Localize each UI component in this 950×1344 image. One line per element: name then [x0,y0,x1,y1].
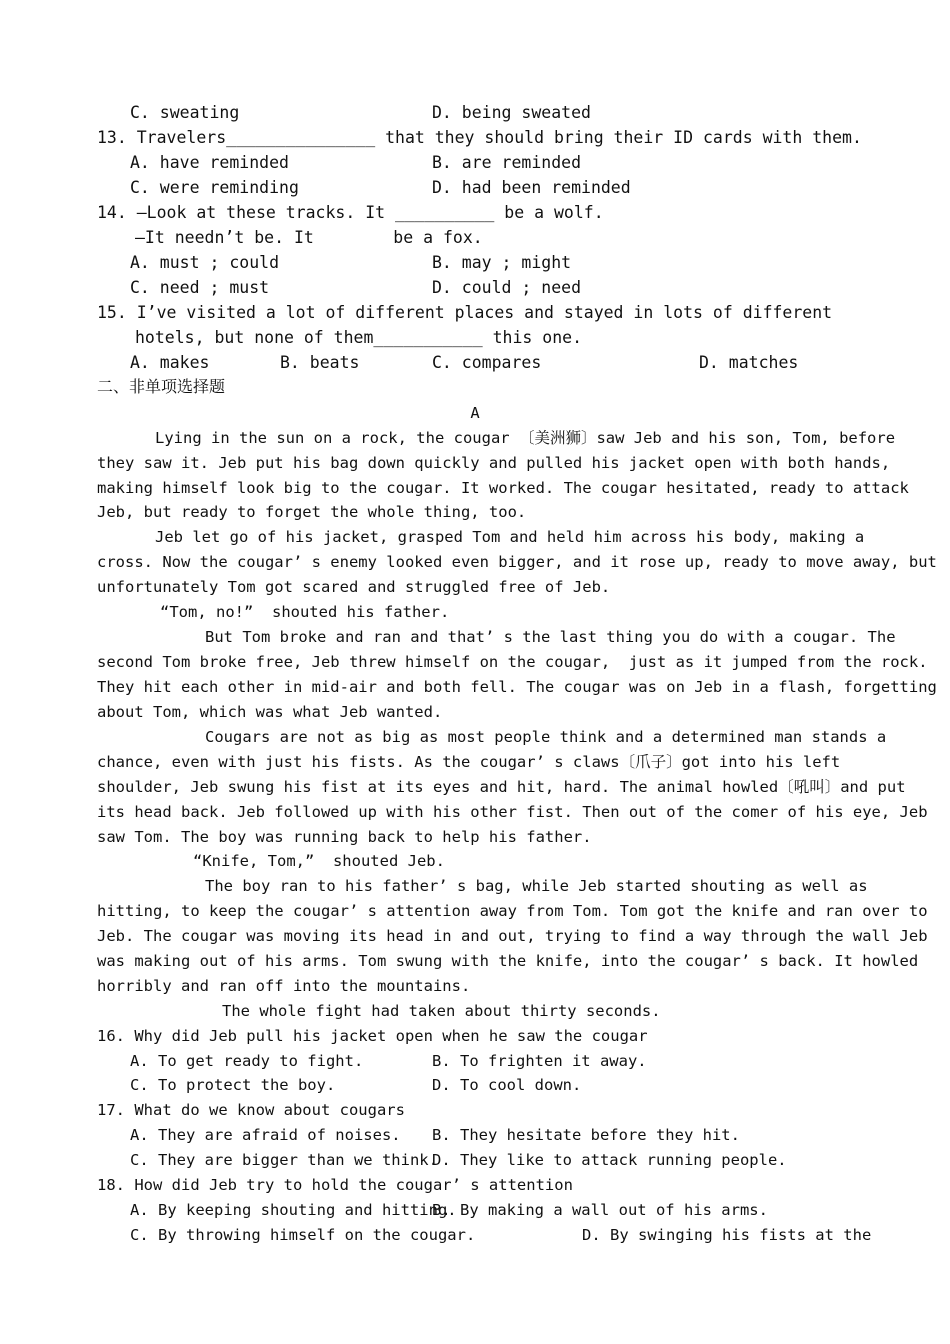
passage-line: its head back. Jeb followed up with his other fist. Then out of the comer of his eye, Jeb [97,803,928,821]
q13-stem: 13. Travelers_______________ that they should bring their ID cards with them. [97,128,862,147]
q15-stem-line-2: hotels, but none of them___________ this one. [135,328,583,347]
q12-option-d: D. being sweated [432,103,591,122]
q14-stem-line-1: 14. —Look at these tracks. It __________ be a wolf. [97,203,604,222]
passage-line: Lying in the sun on a rock, the cougar 〔美洲狮〕saw Jeb and his son, Tom, before [155,429,896,447]
q18-stem: 18. How did Jeb try to hold the cougar’ s attention [97,1176,573,1194]
q15-stem-line-1: 15. I’ve visited a lot of different places and stayed in lots of different [97,303,833,322]
q14-option-c: C. need ; must [130,278,270,297]
passage-line: Jeb, but ready to forget the whole thing, too. [97,503,527,521]
passage-line: Jeb. The cougar was moving its head in and out, trying to find a way through the wall Jeb [97,927,928,945]
passage-line: about Tom, which was what Jeb wanted. [97,703,443,721]
q14-stem-line-2: —It needn’t be. It be a fox. [135,228,483,247]
q15-option-b: B. beats [280,353,360,372]
section-heading: 二、非单项选择题 [97,377,226,396]
q17-option-a: A. They are afraid of noises. [130,1126,401,1144]
passage-line: hitting, to keep the cougar’ s attention away from Tom. Tom got the knife and ran over to [97,902,928,920]
q16-stem: 16. Why did Jeb pull his jacket open when he saw the cougar [97,1027,648,1045]
q16-option-b: B. To frighten it away. [432,1052,647,1070]
passage-line: But Tom broke and ran and that’ s the last thing you do with a cougar. The [205,628,896,646]
passage-line: unfortunately Tom got scared and struggled free of Jeb. [97,578,611,596]
q14-option-a: A. must ; could [130,253,280,272]
passage-line: They hit each other in mid-air and both fell. The cougar was on Jeb in a flash, forgetting [97,678,937,696]
passage-line: was making out of his arms. Tom swung with the knife, into the cougar’ s back. It howled [97,952,919,970]
passage-label: A [470,404,480,422]
q18-option-d: D. By swinging his fists at the [582,1226,872,1244]
passage-line: cross. Now the cougar’ s enemy looked even bigger, and it rose up, ready to move away, but [97,553,937,571]
q12-option-c: C. sweating [130,103,240,122]
passage-line: they saw it. Jeb put his bag down quickly and pulled his jacket open with both hands, [97,454,891,472]
passage-line: making himself look big to the cougar. It worked. The cougar hesitated, ready to attack [97,479,909,497]
q15-option-a: A. makes [130,353,210,372]
passage-line: “Tom, no!” shouted his father. [160,603,450,621]
q18-option-c: C. By throwing himself on the cougar. [130,1226,476,1244]
passage-line: “Knife, Tom,” shouted Jeb. [193,852,445,870]
passage-line: shoulder, Jeb swung his fist at its eyes and hit, hard. The animal howled〔吼叫〕and put [97,778,906,796]
q13-option-c: C. were reminding [130,178,299,197]
q17-option-b: B. They hesitate before they hit. [432,1126,740,1144]
passage-line: The boy ran to his father’ s bag, while Jeb started shouting as well as [205,877,868,895]
passage-line: chance, even with just his fists. As the cougar’ s claws〔爪子〕got into his left [97,753,841,771]
q16-option-d: D. To cool down. [432,1076,582,1094]
q17-stem: 17. What do we know about cougars [97,1101,405,1119]
q14-option-d: D. could ; need [432,278,582,297]
q13-option-b: B. are reminded [432,153,582,172]
q16-option-c: C. To protect the boy. [130,1076,336,1094]
q18-option-b: B. By making a wall out of his arms. [432,1201,768,1219]
passage-line: saw Tom. The boy was running back to help his father. [97,828,592,846]
q13-option-d: D. had been reminded [432,178,631,197]
passage-line: Jeb let go of his jacket, grasped Tom and held him across his body, making a [155,528,865,546]
passage-line: horribly and ran off into the mountains. [97,977,471,995]
passage-line: second Tom broke free, Jeb threw himself on the cougar, just as it jumped from the rock. [97,653,928,671]
q18-option-a: A. By keeping shouting and hitting. [130,1201,457,1219]
q16-option-a: A. To get ready to fight. [130,1052,364,1070]
q14-option-b: B. may ; might [432,253,572,272]
q17-option-c: C. They are bigger than we think. [130,1151,438,1169]
passage-line: The whole fight had taken about thirty seconds. [222,1002,661,1020]
passage-line: Cougars are not as big as most people think and a determined man stands a [205,728,887,746]
q15-option-c: C. compares [432,353,542,372]
q17-option-d: D. They like to attack running people. [432,1151,787,1169]
q13-option-a: A. have reminded [130,153,289,172]
q15-option-d: D. matches [699,353,799,372]
